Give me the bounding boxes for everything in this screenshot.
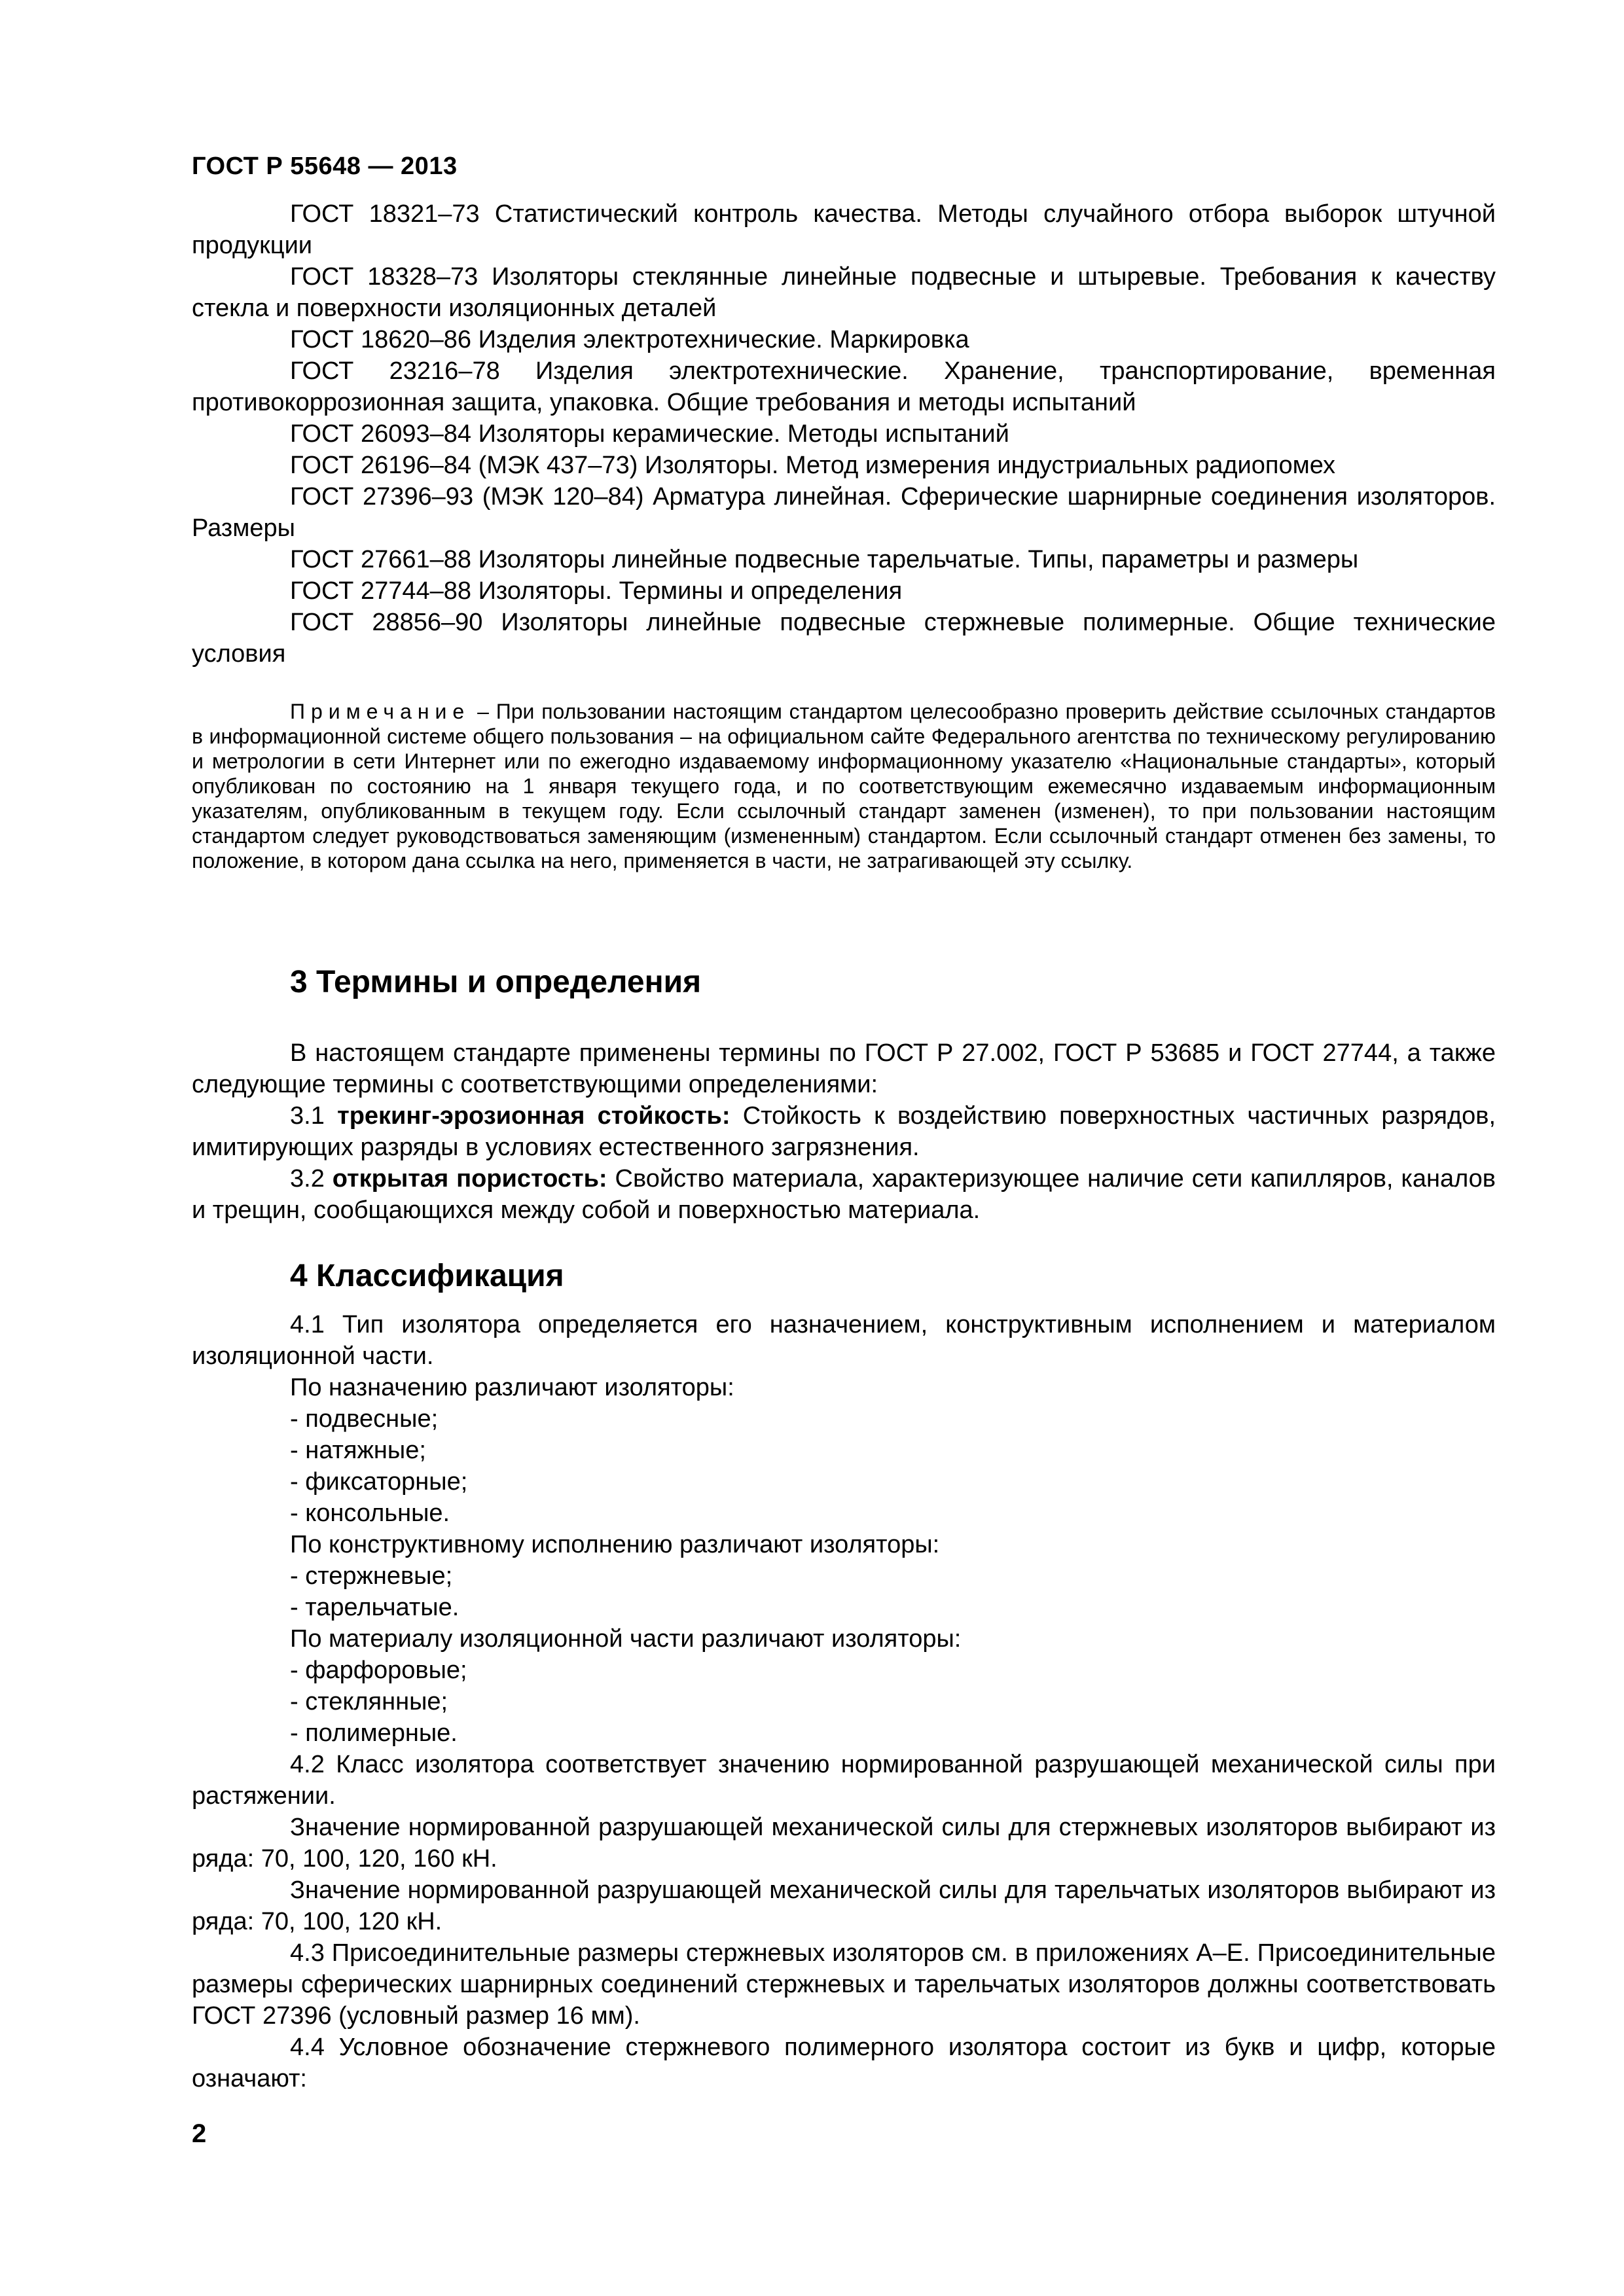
list-item: - подвесные;	[290, 1405, 439, 1433]
list-item: - стеклянные;	[290, 1688, 448, 1715]
term-number: 3.1	[290, 1102, 325, 1130]
term-definition: Свойство материала, характеризующее наличие сети капилляров, каналов и трещин, сообщающихся между собой и поверхностью материала.	[192, 1165, 1496, 1224]
paragraph-4-4: 4.4 Условное обозначение стержневого полимерного изолятора состоит из букв и цифр, которые означают:	[192, 2034, 1496, 2092]
reference-item: ГОСТ 27396–93 (МЭК 120–84) Арматура линейная. Сферические шарнирные соединения изоляторов. Размеры	[192, 483, 1496, 542]
document-header: ГОСТ Р 55648 — 2013	[192, 152, 458, 180]
term-name: трекинг-эрозионная стойкость:	[337, 1102, 731, 1130]
paragraph-4-2-rod: Значение нормированной разрушающей механической силы для стержневых изоляторов выбирают из ряда: 70, 100, 120, 160 кН.	[192, 1814, 1496, 1873]
term-name: открытая пористость:	[332, 1165, 607, 1193]
list-heading: По конструктивному исполнению различают изоляторы:	[290, 1531, 940, 1558]
paragraph-4-2: 4.2 Класс изолятора соответствует значению нормированной разрушающей механической силы при растяжении.	[192, 1751, 1496, 1810]
section-3-body	[192, 1037, 1496, 1226]
section-3-title: 3 Термины и определения	[290, 965, 702, 999]
list-heading: По назначению различают изоляторы:	[290, 1374, 734, 1401]
references-list	[192, 198, 1496, 670]
note-label: Примечание	[290, 700, 471, 723]
list-item: - консольные.	[290, 1499, 450, 1527]
reference-item: ГОСТ 18321–73 Статистический контроль качества. Методы случайного отбора выборок штучной продукции	[192, 200, 1496, 259]
paragraph-4-3: 4.3 Присоединительные размеры стержневых изоляторов см. в приложениях А–Е. Присоединительные размеры сферических шарнирных соединений стержневых и тарельчатых изоляторов должны соответствовать ГОСТ 27396 (условный размер 16 мм).	[192, 1939, 1496, 2030]
note-text: – При пользовании настоящим стандартом целесообразно проверить действие ссылочных стандартов в информационной системе общего пользования – на официальном сайте Федерального агентства по техническому регулированию и метрологии в сети Интернет или по ежегодно издаваемому информационному указателю «Национальные стандарты», который опубликован по состоянию на 1 января текущего года, и по соответствующим ежемесячно издаваемым информационным указателям, опубликованным в текущем году. Если ссылочный стандарт заменен (изменен), то при пользовании настоящим стандартом следует руководствоваться заменяющим (измененным) стандартом. Если ссылочный стандарт отменен без замены, то положение, в котором дана ссылка на него, применяется в части, не затрагивающей эту ссылку.	[192, 700, 1496, 872]
list-item: - фиксаторные;	[290, 1468, 468, 1496]
note-paragraph	[192, 699, 1496, 873]
reference-item: ГОСТ 28856–90 Изоляторы линейные подвесные стержневые полимерные. Общие технические условия	[192, 609, 1496, 668]
term-3-2	[192, 1163, 1496, 1226]
list-item: - фарфоровые;	[290, 1657, 467, 1684]
reference-item: ГОСТ 26196–84 (МЭК 437–73) Изоляторы. Метод измерения индустриальных радиопомех	[290, 452, 1336, 479]
paragraph-4-2-disc: Значение нормированной разрушающей механической силы для тарельчатых изоляторов выбирают из ряда: 70, 100, 120 кН.	[192, 1876, 1496, 1935]
list-item: - полимерные.	[290, 1719, 458, 1747]
paragraph-4-1: 4.1 Тип изолятора определяется его назначением, конструктивным исполнением и материалом изоляционной части.	[192, 1311, 1496, 1370]
list-item: - тарельчатые.	[290, 1594, 460, 1621]
reference-item: ГОСТ 26093–84 Изоляторы керамические. Методы испытаний	[290, 420, 1009, 448]
page-number: 2	[192, 2119, 207, 2148]
term-definition: Стойкость к воздействию поверхностных частичных разрядов, имитирующих разряды в условиях естественного загрязнения.	[192, 1102, 1496, 1161]
reference-item: ГОСТ 18620–86 Изделия электротехнические. Маркировка	[290, 326, 969, 353]
section-3-intro: В настоящем стандарте применены термины по ГОСТ Р 27.002, ГОСТ Р 53685 и ГОСТ 27744, а также следующие термины с соответствующими определениями:	[192, 1039, 1496, 1098]
section-4-title: 4 Классификация	[290, 1259, 564, 1293]
list-item: - стержневые;	[290, 1562, 453, 1590]
list-heading: По материалу изоляционной части различают изоляторы:	[290, 1625, 962, 1653]
section-4-body	[192, 1309, 1496, 2094]
reference-item: ГОСТ 23216–78 Изделия электротехнические. Хранение, транспортирование, временная противокоррозионная защита, упаковка. Общие требования и методы испытаний	[192, 357, 1496, 416]
reference-item: ГОСТ 27744–88 Изоляторы. Термины и определения	[290, 577, 903, 605]
list-item: - натяжные;	[290, 1437, 426, 1464]
reference-item: ГОСТ 27661–88 Изоляторы линейные подвесные тарельчатые. Типы, параметры и размеры	[290, 546, 1359, 573]
term-number: 3.2	[290, 1165, 325, 1193]
reference-item: ГОСТ 18328–73 Изоляторы стеклянные линейные подвесные и штыревые. Требования к качеству стекла и поверхности изоляционных деталей	[192, 263, 1496, 322]
term-3-1	[192, 1100, 1496, 1163]
